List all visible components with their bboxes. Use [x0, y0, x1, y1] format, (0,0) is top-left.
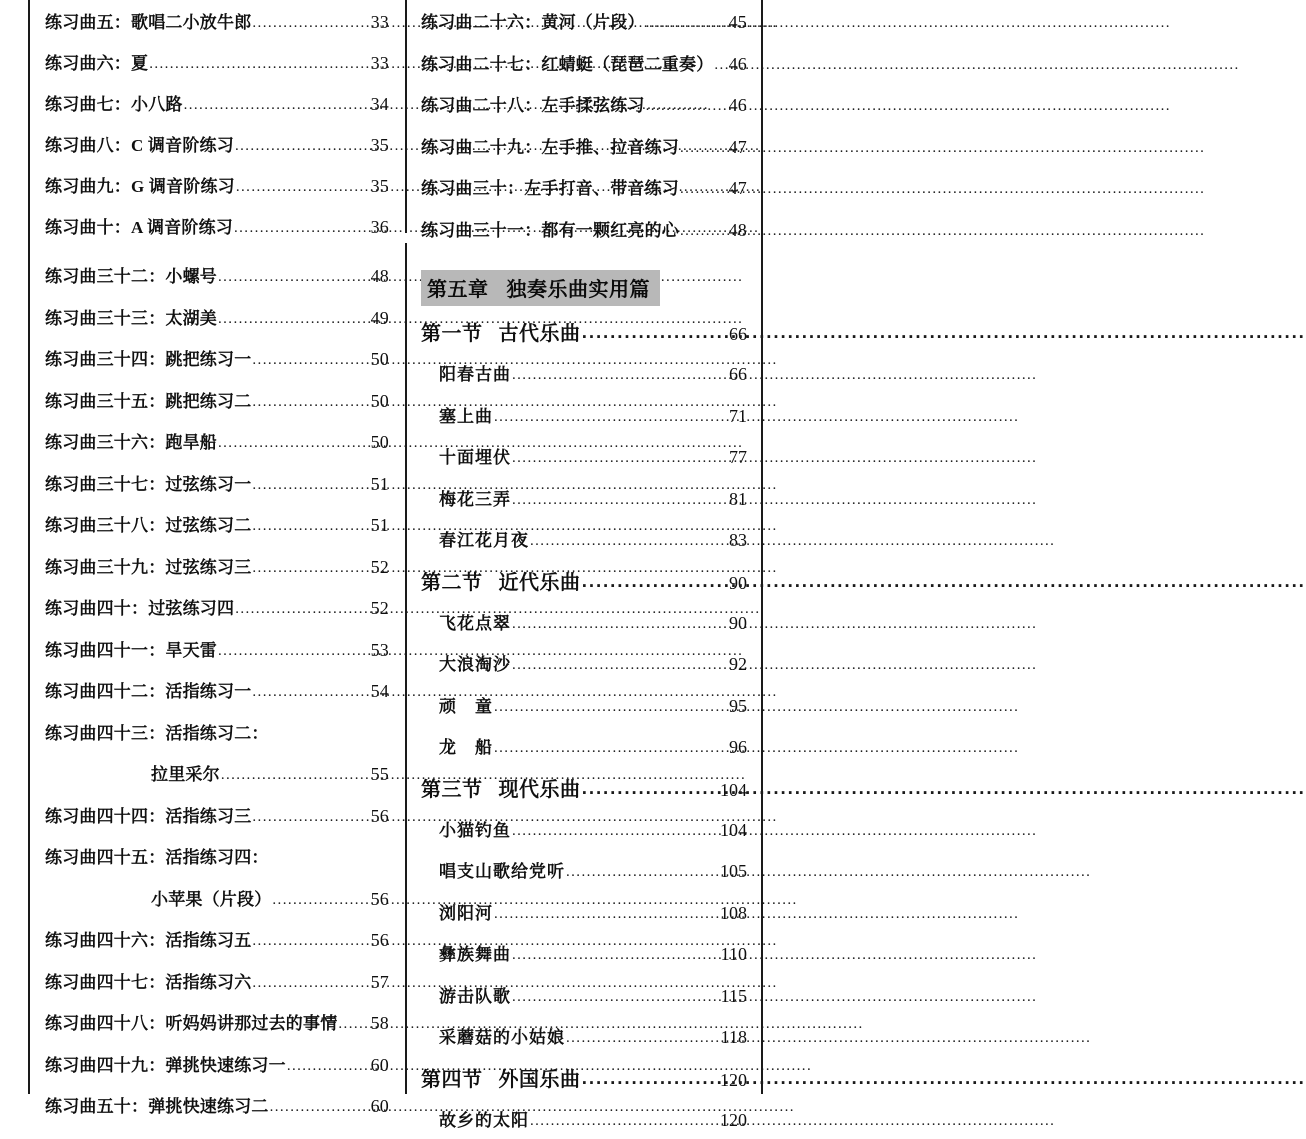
toc-entry-label: 小苹果（片段）	[151, 885, 271, 910]
section-title: 外国乐曲	[499, 1067, 581, 1091]
toc-entry-label: 练习曲三十：左手打音、带音练习	[421, 174, 679, 199]
toc-entry-page-number: 35	[369, 135, 389, 156]
chapter-number: 第五章	[427, 277, 489, 301]
toc-entry-page-number: 50	[369, 391, 389, 412]
leader-dots	[252, 933, 367, 950]
toc-entry-page-number: 48	[727, 220, 747, 241]
toc-entry-label: 顽 童	[439, 692, 493, 717]
section-page-number: 120	[718, 1070, 747, 1091]
toc-entry-label: 练习曲四十六：活指练习五	[45, 926, 251, 951]
section-heading-text	[421, 1063, 581, 1092]
toc-entry-page-number: 60	[369, 1055, 389, 1076]
toc-entry-page-number: 104	[718, 820, 747, 841]
leader-dots	[582, 324, 727, 342]
toc-entry-label: 采蘑菇的小姑娘	[439, 1023, 565, 1048]
toc-exercise-row[interactable]	[45, 82, 389, 123]
toc-entry-label: 练习曲六：夏	[45, 49, 148, 74]
leader-dots	[272, 892, 367, 909]
toc-entry-label: 唱支山歌给党听	[439, 857, 565, 882]
toc-entry-label: 练习曲九：G 调音阶练习	[45, 172, 235, 197]
toc-exercise-row[interactable]	[421, 208, 747, 250]
leader-dots	[494, 409, 726, 426]
leader-dots	[235, 138, 368, 155]
toc-exercise-row-wrapped[interactable]	[45, 711, 389, 753]
section-number: 第一节	[421, 321, 483, 345]
toc-entry-label: 游击队歌	[439, 982, 511, 1007]
leader-dots	[582, 780, 718, 798]
toc-exercise-row[interactable]	[45, 420, 389, 462]
leader-dots	[218, 643, 368, 660]
section-heading-text	[421, 317, 581, 346]
toc-piece-row[interactable]	[421, 352, 747, 394]
leader-dots	[252, 560, 367, 577]
toc-exercise-row[interactable]	[421, 166, 747, 208]
toc-exercise-row[interactable]	[45, 0, 389, 41]
leader-dots	[184, 97, 368, 114]
section-number: 第四节	[421, 1067, 483, 1091]
toc-exercise-row[interactable]	[45, 794, 389, 836]
section-heading[interactable]	[421, 560, 747, 601]
toc-entry-page-number: 115	[719, 986, 747, 1007]
toc-entry-page-number: 51	[369, 474, 389, 495]
toc-entry-label: 练习曲四十二：活指练习一	[45, 677, 251, 702]
toc-entry-page-number: 47	[727, 137, 747, 158]
toc-exercise-row[interactable]	[45, 337, 389, 379]
toc-exercise-continuation[interactable]	[45, 752, 389, 794]
toc-piece-row[interactable]	[421, 642, 747, 684]
toc-entry-page-number: 71	[727, 406, 747, 427]
toc-entry-label: 彝族舞曲	[439, 940, 511, 965]
toc-exercise-row[interactable]	[45, 296, 389, 338]
toc-entry-label: 大浪淘沙	[439, 650, 511, 675]
toc-entry-page-number: 46	[727, 95, 747, 116]
toc-exercise-row[interactable]	[45, 669, 389, 711]
leader-dots	[582, 573, 727, 591]
leader-dots	[236, 179, 368, 196]
leader-dots	[252, 477, 367, 494]
toc-exercise-row[interactable]	[45, 379, 389, 421]
toc-entry-label: 练习曲八：C 调音阶练习	[45, 131, 234, 156]
toc-entry-page-number: 105	[718, 861, 747, 882]
toc-exercise-row[interactable]	[45, 586, 389, 628]
toc-exercise-row[interactable]	[45, 960, 389, 1002]
toc-exercise-row[interactable]	[45, 462, 389, 504]
toc-exercise-row[interactable]	[421, 0, 747, 42]
toc-entry-page-number: 34	[369, 94, 389, 115]
toc-entry-label: 练习曲三十三：太湖美	[45, 304, 217, 329]
toc-entry-page-number: 49	[369, 308, 389, 329]
leader-dots	[252, 518, 367, 535]
section-heading[interactable]	[421, 1057, 747, 1098]
toc-entry-page-number: 48	[369, 266, 389, 287]
toc-entry-label: 练习曲二十八：左手揉弦练习	[421, 91, 645, 116]
toc-entry-page-number: 50	[369, 432, 389, 453]
leader-dots	[252, 809, 367, 826]
toc-entry-label: 十面埋伏	[439, 443, 511, 468]
toc-entry-label: 练习曲四十四：活指练习三	[45, 802, 251, 827]
leader-dots	[512, 367, 726, 384]
toc-entry-label: 练习曲三十八：过弦练习二	[45, 511, 251, 536]
toc-entry-page-number: 51	[369, 515, 389, 536]
toc-entry-label: 练习曲五十：弹挑快速练习二	[45, 1092, 269, 1117]
toc-entry-label: 练习曲三十五：跳把练习二	[45, 387, 251, 412]
toc-exercise-row[interactable]	[45, 918, 389, 960]
toc-exercise-row[interactable]	[45, 503, 389, 545]
toc-entry-page-number: 92	[727, 654, 747, 675]
toc-exercise-row[interactable]	[45, 41, 389, 82]
toc-piece-row[interactable]	[421, 435, 747, 477]
toc-entry-label: 练习曲五：歌唱二小放牛郎	[45, 8, 251, 33]
leader-dots	[512, 492, 726, 509]
leader-dots	[270, 1099, 368, 1116]
toc-entry-label: 练习曲四十八：听妈妈讲那过去的事情	[45, 1009, 337, 1034]
toc-column-right	[407, 0, 761, 1139]
leader-dots	[512, 657, 726, 674]
toc-entry-page-number: 45	[727, 12, 747, 33]
toc-entry-page-number: 50	[369, 349, 389, 370]
toc-entry-label: 龙 船	[439, 733, 493, 758]
toc-entry-page-number: 118	[719, 1027, 747, 1048]
leader-dots	[512, 450, 726, 467]
toc-entry-page-number: 35	[369, 176, 389, 197]
leader-dots	[218, 269, 368, 286]
toc-entry-page-number: 52	[369, 598, 389, 619]
toc-entry-page-number: 55	[369, 764, 389, 785]
leader-dots	[287, 1058, 368, 1075]
leader-dots	[680, 223, 726, 240]
section-page-number: 66	[727, 324, 747, 345]
leader-dots	[680, 140, 726, 157]
toc-entry-page-number: 54	[369, 681, 389, 702]
toc-entry-label: 练习曲七：小八路	[45, 90, 183, 115]
toc-entry-page-number: 66	[727, 364, 747, 385]
toc-entry-page-number: 58	[369, 1013, 389, 1034]
toc-entry-page-number: 33	[369, 12, 389, 33]
leader-dots	[646, 15, 726, 32]
leader-dots	[494, 699, 726, 716]
toc-entry-label: 浏阳河	[439, 899, 493, 924]
toc-entry-label: 练习曲三十六：跑旱船	[45, 428, 217, 453]
leader-dots	[582, 1070, 718, 1088]
leader-dots	[530, 533, 726, 550]
leader-dots	[494, 740, 726, 757]
toc-piece-row[interactable]	[421, 394, 747, 436]
toc-entry-page-number: 56	[369, 930, 389, 951]
leader-dots	[218, 435, 368, 452]
leader-dots	[235, 601, 367, 618]
leader-dots	[252, 394, 367, 411]
toc-entry-page-number: 56	[369, 889, 389, 910]
toc-entry-page-number: 47	[727, 178, 747, 199]
toc-entry-label: 拉里采尔	[151, 760, 220, 785]
section-page-number: 104	[718, 780, 747, 801]
toc-entry-page-number: 90	[727, 613, 747, 634]
toc-entry-label: 飞花点翠	[439, 609, 511, 634]
leader-dots	[252, 15, 367, 32]
toc-exercise-row[interactable]	[45, 254, 389, 296]
toc-entry-page-number: 46	[727, 54, 747, 75]
toc-exercise-row[interactable]	[45, 1084, 389, 1126]
toc-piece-row[interactable]	[421, 974, 747, 1016]
toc-entry-page-number: 83	[727, 530, 747, 551]
toc-exercise-row[interactable]	[45, 205, 389, 246]
leader-dots	[218, 311, 368, 328]
toc-entry-label: 练习曲四十九：弹挑快速练习一	[45, 1051, 286, 1076]
section-title: 古代乐曲	[499, 321, 581, 345]
leader-dots	[252, 975, 367, 992]
toc-entry-page-number: 56	[369, 806, 389, 827]
leader-dots	[221, 767, 368, 784]
leader-dots	[338, 1016, 367, 1033]
section-title: 现代乐曲	[499, 777, 581, 801]
group-spacer	[45, 246, 389, 254]
chapter-spacer	[421, 249, 747, 265]
toc-entry-page-number: 52	[369, 557, 389, 578]
toc-entry-label: 练习曲四十：过弦练习四	[45, 594, 234, 619]
toc-piece-row[interactable]	[421, 518, 747, 560]
toc-exercise-continuation[interactable]	[45, 877, 389, 919]
leader-dots	[714, 57, 725, 74]
toc-entry-label: 练习曲四十一：旱天雷	[45, 636, 217, 661]
leader-dots	[252, 352, 367, 369]
toc-exercise-row[interactable]	[45, 545, 389, 587]
section-heading-text	[421, 773, 581, 802]
toc-exercise-row[interactable]	[421, 83, 747, 125]
chapter-title: 独奏乐曲实用篇	[507, 277, 651, 301]
leader-dots	[252, 684, 367, 701]
toc-entry-page-number: 57	[369, 972, 389, 993]
toc-entry-label: 练习曲十：A 调音阶练习	[45, 213, 233, 238]
toc-entry-page-number: 36	[369, 217, 389, 238]
section-heading[interactable]	[421, 311, 747, 352]
toc-exercise-row-wrapped[interactable]	[45, 835, 389, 877]
toc-piece-row[interactable]	[421, 684, 747, 726]
toc-entry-label: 练习曲三十一：都有一颗红亮的心	[421, 216, 679, 241]
leader-dots	[566, 864, 717, 881]
toc-column-left	[29, 0, 405, 1126]
leader-dots	[530, 1113, 717, 1130]
toc-entry-page-number: 108	[718, 903, 747, 924]
toc-entry-label: 阳春古曲	[439, 360, 511, 385]
toc-piece-row[interactable]	[421, 932, 747, 974]
section-number: 第二节	[421, 570, 483, 594]
leader-dots	[512, 947, 718, 964]
toc-piece-row[interactable]	[421, 849, 747, 891]
toc-piece-row[interactable]	[421, 1015, 747, 1057]
toc-entry-page-number: 95	[727, 696, 747, 717]
leader-dots	[646, 98, 726, 115]
leader-dots	[149, 56, 367, 73]
toc-entry-label: 练习曲二十六：黄河（片段）	[421, 8, 645, 33]
leader-dots	[566, 1030, 718, 1047]
toc-exercise-row[interactable]	[45, 1043, 389, 1085]
toc-entry-label: 练习曲四十七：活指练习六	[45, 968, 251, 993]
toc-entry-label: 练习曲三十九：过弦练习三	[45, 553, 251, 578]
toc-exercise-row[interactable]	[45, 1001, 389, 1043]
toc-entry-label: 练习曲二十七：红蜻蜓（琵琶二重奏）	[421, 50, 713, 75]
toc-exercise-row[interactable]	[45, 628, 389, 670]
section-title: 近代乐曲	[499, 570, 581, 594]
toc-entry-page-number: 53	[369, 640, 389, 661]
leader-dots	[680, 181, 726, 198]
toc-entry-page-number: 120	[718, 1110, 747, 1131]
toc-piece-row[interactable]	[421, 725, 747, 767]
leader-dots	[494, 906, 717, 923]
toc-exercise-row[interactable]	[45, 123, 389, 164]
toc-entry-label: 练习曲三十四：跳把练习一	[45, 345, 251, 370]
leader-dots	[512, 989, 718, 1006]
toc-entry-label: 练习曲四十五：活指练习四：	[45, 843, 389, 868]
toc-entry-label: 练习曲二十九：左手推、拉音练习	[421, 133, 679, 158]
toc-entry-page-number: 33	[369, 53, 389, 74]
chapter-heading[interactable]	[421, 265, 747, 311]
toc-entry-page-number: 77	[727, 447, 747, 468]
toc-entry-label: 练习曲三十七：过弦练习一	[45, 470, 251, 495]
toc-entry-label: 练习曲四十三：活指练习二：	[45, 719, 389, 744]
toc-exercise-row[interactable]	[421, 42, 747, 84]
toc-entry-label: 春江花月夜	[439, 526, 529, 551]
toc-entry-label: 练习曲三十二：小螺号	[45, 262, 217, 287]
toc-entry-page-number: 110	[719, 944, 747, 965]
section-heading-text	[421, 566, 581, 595]
leader-dots	[234, 220, 368, 237]
leader-dots	[512, 823, 717, 840]
toc-entry-page-number: 96	[727, 737, 747, 758]
section-number: 第三节	[421, 777, 483, 801]
toc-entry-label: 故乡的太阳	[439, 1106, 529, 1131]
toc-entry-label: 梅花三弄	[439, 485, 511, 510]
toc-piece-row[interactable]	[421, 891, 747, 933]
toc-piece-row[interactable]	[421, 601, 747, 643]
toc-piece-row[interactable]	[421, 808, 747, 850]
toc-exercise-row[interactable]	[421, 125, 747, 167]
toc-piece-row[interactable]	[421, 1098, 747, 1139]
toc-entry-page-number: 81	[727, 489, 747, 510]
section-heading[interactable]	[421, 767, 747, 808]
toc-piece-row[interactable]	[421, 477, 747, 519]
toc-exercise-row[interactable]	[45, 164, 389, 205]
section-page-number: 90	[727, 573, 747, 594]
toc-entry-label: 小猫钓鱼	[439, 816, 511, 841]
leader-dots	[512, 616, 726, 633]
toc-entry-page-number: 60	[369, 1096, 389, 1117]
toc-entry-label: 塞上曲	[439, 402, 493, 427]
